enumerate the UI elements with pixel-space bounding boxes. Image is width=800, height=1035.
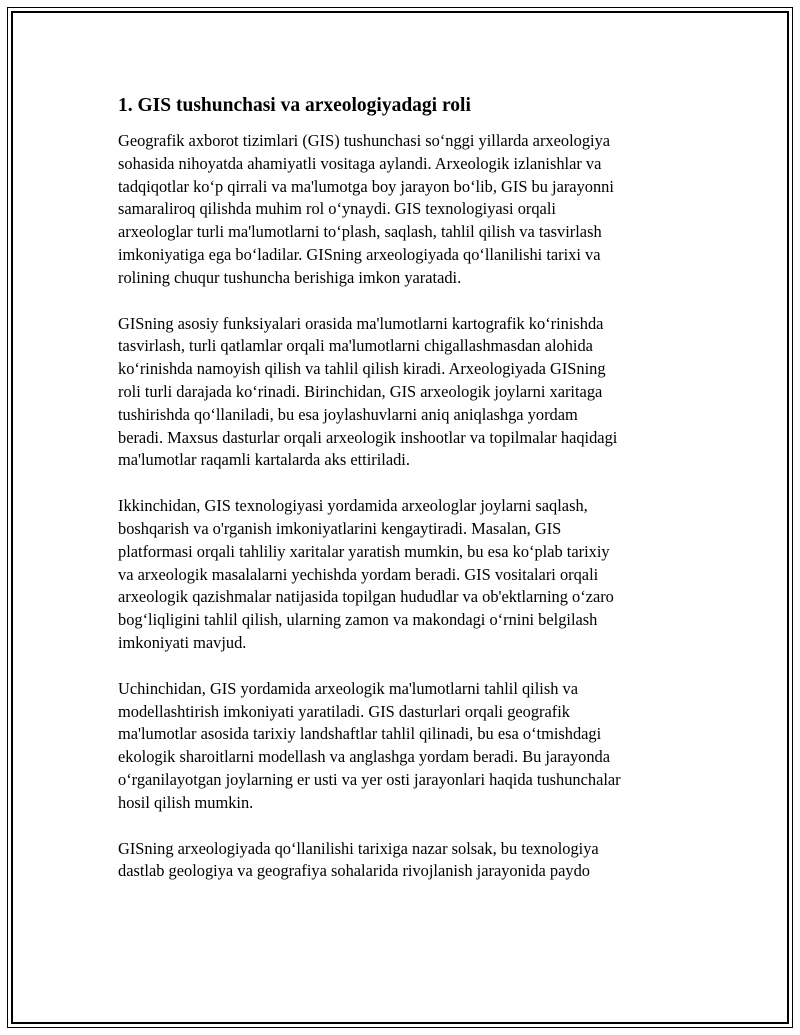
- text-line: ma'lumotlar raqamli kartalarda aks ettiriladi.: [118, 450, 410, 470]
- paragraph-second: [118, 495, 688, 655]
- document-body: [118, 94, 688, 906]
- text-line: ma'lumotlar asosida tarixiy landshaftlar tahlil qilinadi, bu esa o‘tmishdagi: [118, 724, 602, 744]
- text-line: sohasida nihoyatda ahamiyatli vositaga aylandi. Arxeologik izlanishlar va: [118, 153, 602, 173]
- text-line: arxeologik qazishmalar natijasida topilgan hududlar va ob'ektlarning o‘zaro: [118, 587, 614, 607]
- text-line: GISning arxeologiyada qo‘llanilishi tarixiga nazar solsak, bu texnologiya: [118, 838, 599, 858]
- text-line: roli turli darajada ko‘rinadi. Birinchidan, GIS arxeologik joylarni xaritaga: [118, 381, 603, 401]
- text-line: tadqiqotlar ko‘p qirrali va ma'lumotga boy jarayon bo‘lib, GIS bu jarayonni: [118, 176, 614, 196]
- text-line: boshqarish va o'rganish imkoniyatlarini kengaytiradi. Masalan, GIS: [118, 518, 562, 538]
- text-line: ekologik sharoitlarni modellash va anglashga yordam beradi. Bu jarayonda: [118, 747, 611, 767]
- text-line: rolining chuqur tushuncha berishiga imkon yaratadi.: [118, 267, 462, 287]
- text-line: dastlab geologiya va geografiya sohalarida rivojlanish jarayonida paydo: [118, 861, 590, 881]
- text-line: samaraliroq qilishda muhim rol o‘ynaydi. GIS texnologiyasi orqali: [118, 199, 556, 219]
- text-line: tushirishda qo‘llaniladi, bu esa joylashuvlarni aniq aniqlashga yordam: [118, 404, 578, 424]
- text-line: Uchinchidan, GIS yordamida arxeologik ma'lumotlarni tahlil qilish va: [118, 678, 578, 698]
- text-line: tasvirlash, turli qatlamlar orqali ma'lumotlarni chigallashmasdan alohida: [118, 336, 593, 356]
- section-heading: 1. GIS tushunchasi va arxeologiyadagi roli: [118, 95, 471, 116]
- text-line: modellashtirish imkoniyati yaratiladi. GIS dasturlari orqali geografik: [118, 701, 570, 721]
- paragraph-functions: [118, 313, 688, 473]
- text-line: hosil qilish mumkin.: [118, 792, 254, 812]
- text-line: GISning asosiy funksiyalari orasida ma'lumotlarni kartografik ko‘rinishda: [118, 313, 604, 333]
- text-line: Geografik axborot tizimlari (GIS) tushunchasi so‘nggi yillarda arxeologiya: [118, 131, 611, 150]
- paragraph-intro: [118, 130, 688, 290]
- paragraph-history: [118, 838, 688, 884]
- text-line: ko‘rinishda namoyish qilish va tahlil qilish kiradi. Arxeologiyada GISning: [118, 359, 606, 379]
- text-line: va arxeologik masalalarni yechishda yordam beradi. GIS vositalari orqali: [118, 564, 599, 584]
- text-line: imkoniyatiga ega bo‘ladilar. GISning arxeologiyada qo‘llanilishi tarixi va: [118, 244, 601, 264]
- text-line: imkoniyati mavjud.: [118, 632, 247, 652]
- text-line: bog‘liqligini tahlil qilish, ularning zamon va makondagi o‘rnini belgilash: [118, 610, 598, 630]
- text-line: beradi. Maxsus dasturlar orqali arxeologik inshootlar va topilmalar haqidagi: [118, 427, 618, 447]
- text-line: arxeologlar turli ma'lumotlarni to‘plash, saqlash, tahlil qilish va tasvirlash: [118, 222, 602, 242]
- text-line: o‘rganilayotgan joylarning er usti va yer osti jarayonlari haqida tushunchalar: [118, 769, 621, 789]
- text-line: platformasi orqali tahliliy xaritalar yaratish mumkin, bu esa ko‘plab tarixiy: [118, 541, 610, 561]
- paragraph-third: [118, 678, 688, 815]
- text-line: Ikkinchidan, GIS texnologiyasi yordamida arxeologlar joylarni saqlash,: [118, 496, 588, 516]
